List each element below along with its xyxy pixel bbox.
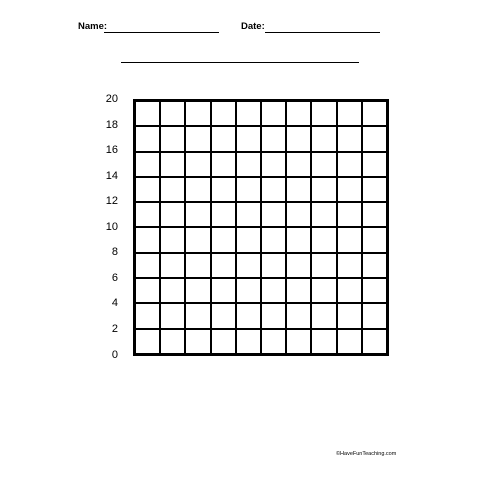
grid-cell [261, 253, 286, 278]
grid-cell [311, 227, 336, 252]
grid-cell [135, 152, 160, 177]
name-field[interactable] [104, 32, 219, 33]
y-tick-label: 12 [105, 195, 118, 207]
graph-title-field[interactable] [121, 62, 359, 63]
grid-cell [185, 202, 210, 227]
grid-cell [236, 177, 261, 202]
grid-cell [135, 126, 160, 151]
grid-cell [261, 329, 286, 354]
grid-cell [211, 303, 236, 328]
grid-cell [185, 177, 210, 202]
grid-cell [286, 278, 311, 303]
y-tick-label: 10 [105, 221, 118, 233]
graph-grid [133, 99, 389, 356]
grid-cell [362, 329, 387, 354]
grid-cell [236, 227, 261, 252]
y-tick-label: 14 [105, 170, 118, 182]
grid-cell [337, 101, 362, 126]
grid-cell [311, 202, 336, 227]
grid-cell [261, 303, 286, 328]
grid-cell [160, 303, 185, 328]
grid-cell [185, 126, 210, 151]
grid-cell [362, 253, 387, 278]
grid-cell [236, 101, 261, 126]
grid-cell [135, 177, 160, 202]
grid-cell [261, 101, 286, 126]
grid-cell [362, 278, 387, 303]
grid-cell [286, 152, 311, 177]
grid-cell [362, 177, 387, 202]
y-tick-label: 6 [111, 272, 118, 284]
grid-cell [135, 253, 160, 278]
grid-cell [211, 278, 236, 303]
grid-cell [236, 278, 261, 303]
grid-cell [160, 278, 185, 303]
grid-cell [236, 329, 261, 354]
grid-cell [261, 227, 286, 252]
grid-cell [311, 278, 336, 303]
grid-cell [337, 329, 362, 354]
grid-cell [286, 329, 311, 354]
y-tick-label: 2 [111, 323, 118, 335]
grid-cell [337, 303, 362, 328]
grid-cell [362, 101, 387, 126]
grid-cell [211, 101, 236, 126]
grid-cell [185, 101, 210, 126]
date-label: Date: [241, 21, 265, 32]
grid-cell [160, 152, 185, 177]
grid-cell [160, 227, 185, 252]
grid-cell [135, 278, 160, 303]
grid-cell [211, 253, 236, 278]
grid-cell [160, 177, 185, 202]
y-tick-label: 0 [111, 349, 118, 361]
grid-cell [311, 126, 336, 151]
grid-cell [236, 202, 261, 227]
grid-cell [311, 329, 336, 354]
grid-cell [286, 101, 311, 126]
y-tick-label: 16 [105, 144, 118, 156]
grid-cell [261, 152, 286, 177]
grid-cell [362, 303, 387, 328]
grid-cell [311, 177, 336, 202]
grid-cell [337, 152, 362, 177]
grid-cell [211, 227, 236, 252]
grid-cell [135, 329, 160, 354]
grid-cell [337, 126, 362, 151]
grid-cell [211, 152, 236, 177]
grid-cell [135, 303, 160, 328]
grid-cell [362, 152, 387, 177]
y-tick-label: 18 [105, 119, 118, 131]
y-tick-label: 20 [105, 93, 118, 105]
grid-cell [135, 202, 160, 227]
grid-cell [185, 303, 210, 328]
grid-cell [236, 152, 261, 177]
copyright-text: ©HaveFunTeaching.com [336, 451, 397, 457]
grid-cell [236, 303, 261, 328]
grid-cell [211, 202, 236, 227]
grid-cell [286, 126, 311, 151]
grid-cell [160, 329, 185, 354]
grid-cell [311, 253, 336, 278]
grid-cell [160, 101, 185, 126]
grid-cell [160, 126, 185, 151]
grid-cell [236, 253, 261, 278]
grid-cell [286, 227, 311, 252]
grid-cell [362, 202, 387, 227]
grid-cell [311, 101, 336, 126]
grid-cell [362, 227, 387, 252]
grid-cell [160, 202, 185, 227]
grid-cell [185, 278, 210, 303]
grid-cell [337, 202, 362, 227]
grid-cell [135, 227, 160, 252]
grid-cell [185, 227, 210, 252]
grid-cell [286, 303, 311, 328]
name-label: Name: [78, 21, 108, 32]
grid-cell [261, 278, 286, 303]
grid-cell [337, 253, 362, 278]
grid-cell [261, 202, 286, 227]
grid-cell [261, 126, 286, 151]
grid-cell [337, 278, 362, 303]
grid-cell [286, 202, 311, 227]
grid-cell [337, 177, 362, 202]
y-tick-label: 4 [111, 297, 118, 309]
grid-cell [185, 329, 210, 354]
grid-cell [185, 253, 210, 278]
grid-cell [286, 253, 311, 278]
grid-cell [362, 126, 387, 151]
date-field[interactable] [265, 32, 380, 33]
grid-cell [337, 227, 362, 252]
grid-cell [311, 152, 336, 177]
grid-cell [236, 126, 261, 151]
grid-cell [311, 303, 336, 328]
grid-cell [160, 253, 185, 278]
grid-cell [261, 177, 286, 202]
grid-cell [185, 152, 210, 177]
grid-cell [211, 329, 236, 354]
y-tick-label: 8 [111, 246, 118, 258]
grid-cell [286, 177, 311, 202]
grid-cell [135, 101, 160, 126]
grid-cell [211, 177, 236, 202]
grid-cell [211, 126, 236, 151]
